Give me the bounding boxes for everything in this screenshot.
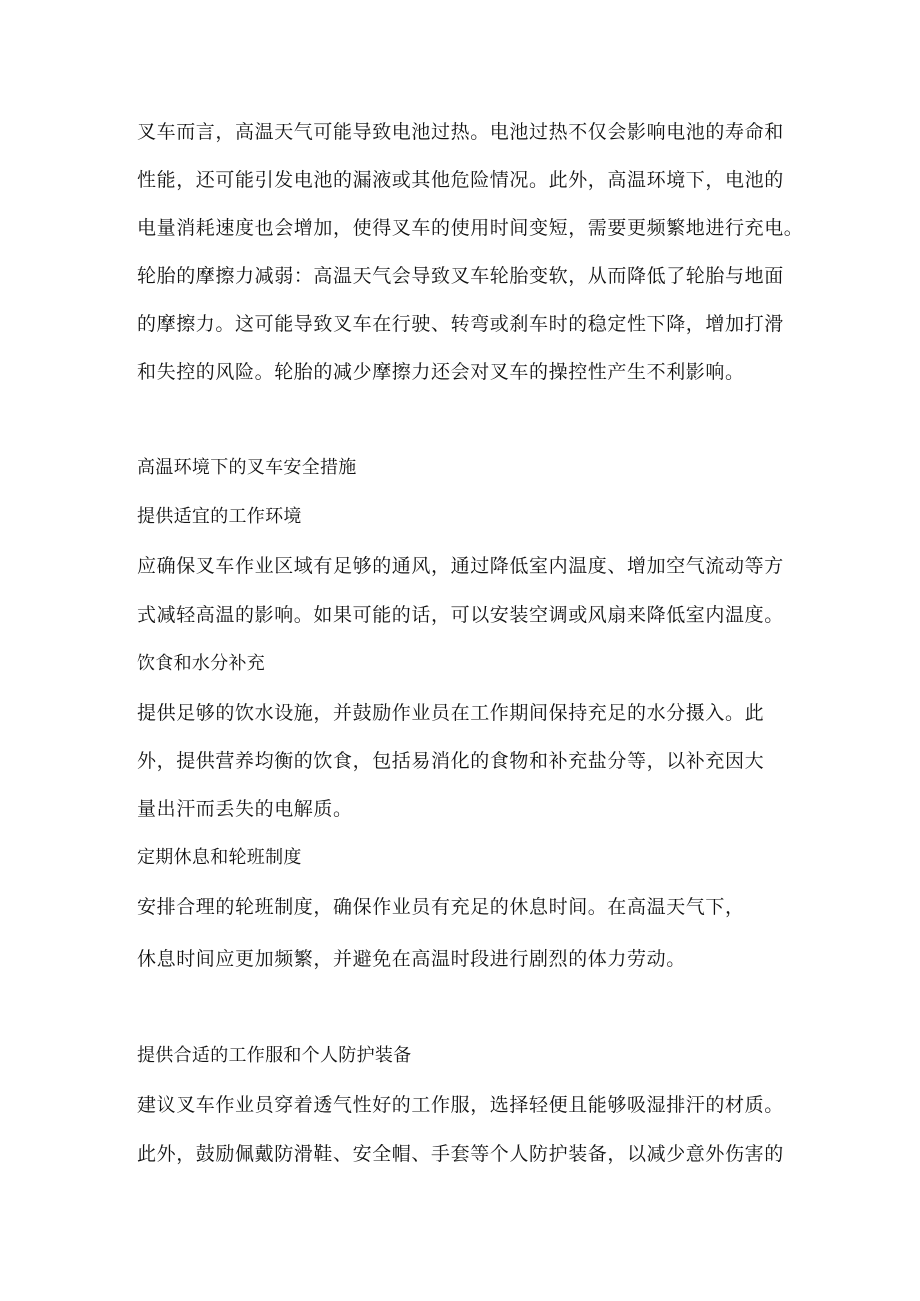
body-line: 安排合理的轮班制度，确保作业员有充足的休息时间。在高温天气下， (137, 896, 745, 918)
body-line: 式减轻高温的影响。如果可能的话，可以安装空调或风扇来降低室内温度。 (137, 604, 784, 626)
body-line: 外，提供营养均衡的饮食，包括易消化的食物和补充盐分等，以补充因大 (137, 750, 765, 772)
body-line: 休息时间应更加频繁，并避免在高温时段进行剧烈的体力劳动。 (137, 948, 686, 970)
subsection-title: 定期休息和轮班制度 (137, 847, 302, 868)
body-line: 应确保叉车作业区域有足够的通风，通过降低室内温度、增加空气流动等方 (137, 555, 784, 577)
subsection-title: 饮食和水分补充 (137, 653, 266, 674)
intro-line: 轮胎的摩擦力减弱：高温天气会导致叉车轮胎变软，从而降低了轮胎与地面 (137, 265, 784, 287)
intro-line: 电量消耗速度也会增加，使得叉车的使用时间变短，需要更频繁地进行充电。 (137, 217, 804, 239)
body-line: 提供足够的饮水设施，并鼓励作业员在工作期间保持充足的水分摄入。此 (137, 702, 765, 724)
subsection-title: 提供合适的工作服和个人防护装备 (137, 1045, 412, 1066)
body-line: 此外，鼓励佩戴防滑鞋、安全帽、手套等个人防护装备，以减少意外伤害的 (137, 1143, 784, 1165)
subsection-title: 提供适宜的工作环境 (137, 506, 302, 527)
intro-line: 的摩擦力。这可能导致叉车在行驶、转弯或刹车时的稳定性下降，增加打滑 (137, 313, 784, 335)
intro-line: 和失控的风险。轮胎的减少摩擦力还会对叉车的操控性产生不利影响。 (137, 361, 745, 383)
body-line: 量出汗而丢失的电解质。 (137, 798, 353, 820)
section-title: 高温环境下的叉车安全措施 (137, 457, 357, 478)
intro-line: 性能，还可能引发电池的漏液或其他危险情况。此外，高温环境下，电池的 (137, 169, 784, 191)
body-line: 建议叉车作业员穿着透气性好的工作服，选择轻便且能够吸湿排汗的材质。 (137, 1094, 784, 1116)
intro-line: 叉车而言，高温天气可能导致电池过热。电池过热不仅会影响电池的寿命和 (137, 121, 784, 143)
